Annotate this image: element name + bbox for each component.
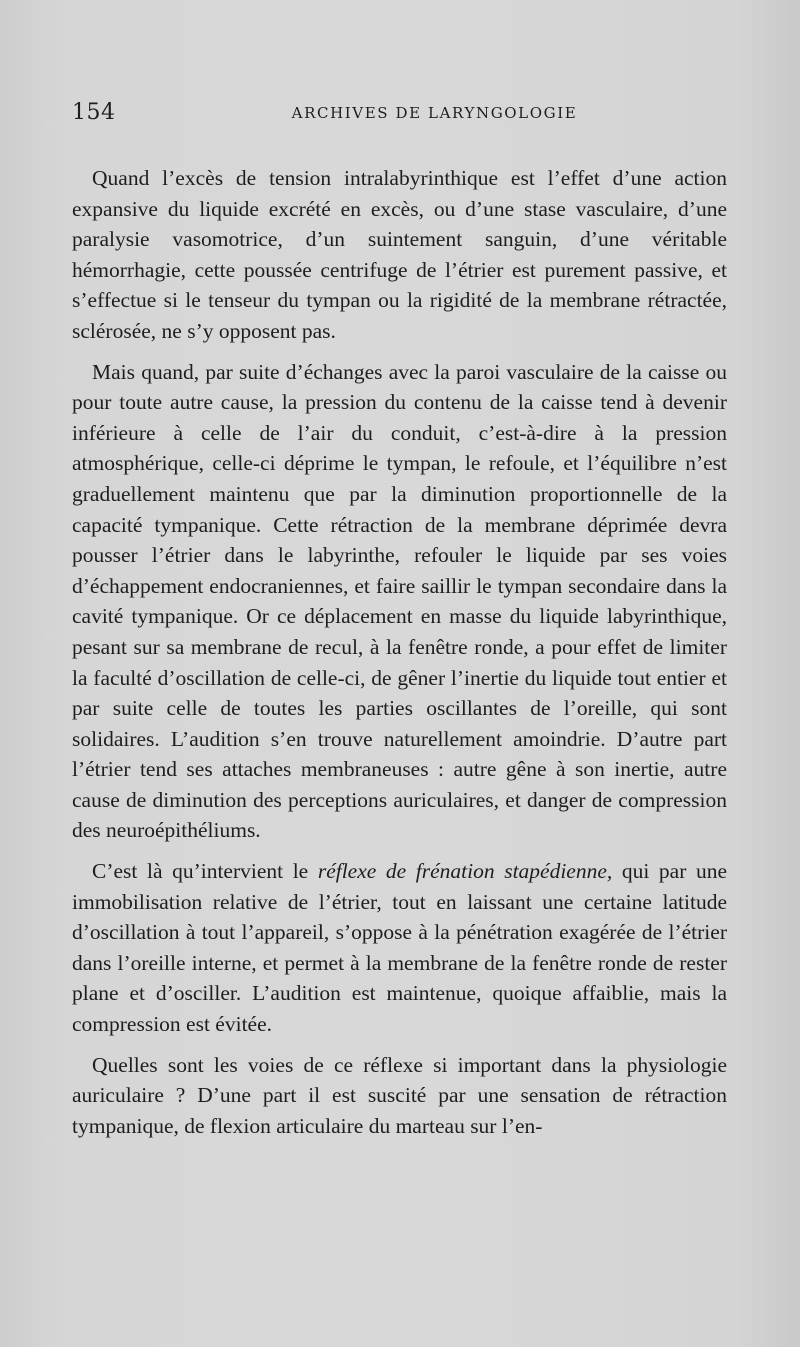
- paragraph-3: [72, 856, 727, 1040]
- body-text: [72, 163, 727, 1151]
- reflex-term-italic: réflexe de frénation stapédienne,: [317, 859, 613, 884]
- page-number: 154: [72, 100, 116, 125]
- journal-title: ARCHIVES DE LARYNGOLOGIE: [291, 104, 578, 122]
- paragraph-3-end: qui par une immobilisation relative de l’étrier, tout en laissant une certaine latitude d’oscillation à tout l’appareil, s’oppose à la pénétration exagérée de l’étrier dans l’oreille interne, et permet à la membrane de la fenêtre ronde de rester plane et d’osciller. L’audition est maintenue, quoique affaiblie, mais la compression est évitée.: [72, 859, 727, 1037]
- running-head: [72, 100, 727, 130]
- paragraph-2: Mais quand, par suite d’échanges avec la paroi vasculaire de la caisse ou pour toute autre cause, la pression du contenu de la caisse tend à devenir inférieure à celle de l’air du conduit, c’est-à-dire à la pression atmosphérique, celle-ci déprime le tympan, le refoule, et l’équilibre n’est graduellement maintenu que par la diminution proportionnelle de la capacité tympanique. Cette rétraction de la membrane déprimée devra pousser l’étrier dans le labyrinthe, refouler le liquide par ses voies d’échappement endocraniennes, et faire saillir le tympan secondaire dans la cavité tympanique. Or ce déplacement en masse du liquide labyrinthique, pesant sur sa membrane de recul, à la fenêtre ronde, a pour effet de limiter la faculté d’oscillation de celle-ci, de gêner l’inertie du liquide tout entier et par suite celle de toutes les parties oscillantes de l’oreille, qui sont solidaires. L’audition s’en trouve naturellement amoindrie. D’autre part l’étrier tend ses attaches membraneuses : autre gêne à son inertie, autre cause de diminution des perceptions auriculaires, et danger de compression des neuroépithéliums.: [72, 359, 727, 843]
- paragraph-1: Quand l’excès de tension intralabyrinthique est l’effet d’une action expansive du liquide excrété en excès, ou d’une stase vasculaire, d’une paralysie vasomotrice, d’un suintement sanguin, d’une véritable hémorrhagie, cette poussée centrifuge de l’étrier est purement passive, et s’effectue si le tenseur du tympan ou la rigidité de la membrane rétractée, sclérosée, ne s’y opposent pas.: [72, 166, 727, 343]
- paragraph-4: Quelles sont les voies de ce réflexe si important dans la physiologie auriculaire ? D’une part il est suscité par une sensation de rétraction tympanique, de flexion articulaire du marteau sur l’en-: [72, 1052, 727, 1138]
- paragraph-3-start: C’est là qu’intervient le: [92, 859, 318, 884]
